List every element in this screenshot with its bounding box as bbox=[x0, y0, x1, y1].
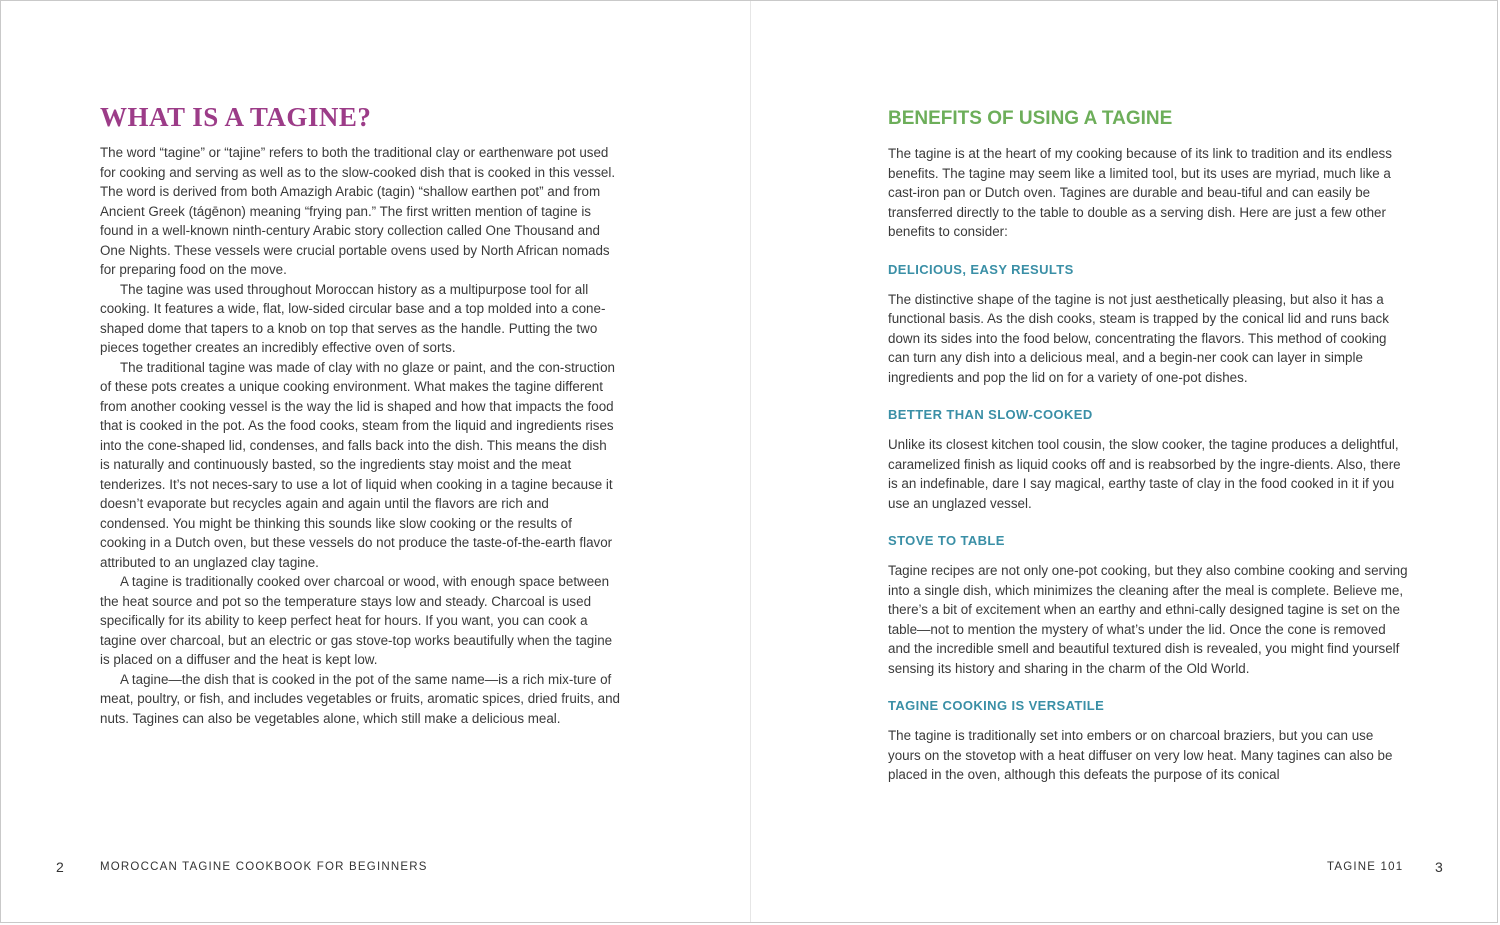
section-paragraph: Tagine recipes are not only one-pot cooking, but they also combine cooking and serving into a single dish, which minimizes the cleaning after the meal is complete. Believe me, there’s a bit of excitement when an earthy and ethni-cally designed tagine is set on the table—not to mention the mystery of what’s under the lid. Once the cone is removed and the incredible smell and beautiful textured dish is revealed, you might find yourself sensing its history and sharing in the charm of the Old World. bbox=[888, 563, 1408, 676]
section-paragraph: Unlike its closest kitchen tool cousin, the slow cooker, the tagine produces a delightful, caramelized finish as liquid cooks off and is reabsorbed by the ingre-dients. Also, there is an indefinable, dare I say magical, earthy taste of clay in the food cooked in it if you use an unglazed vessel. bbox=[888, 437, 1401, 511]
paragraph: A tagine is traditionally cooked over charcoal or wood, with enough space between the heat source and pot so the temperature stays low and steady. Charcoal is used specifically for its ability to keep perfect heat for hours. If you want, you can cook a tagine over charcoal, but an electric or gas stove-top works beautifully when the tagine is placed on a diffuser and the heat is kept low. bbox=[100, 574, 613, 667]
section-heading: TAGINE COOKING IS VERSATILE bbox=[888, 698, 1105, 713]
paragraph: The traditional tagine was made of clay with no glaze or paint, and the con-struction of these pots creates a unique cooking environment. What makes the tagine different from another cooking vessel is the way the lid is shaped and how that impacts the food that is cooked in the pot. As the food cooks, steam from the liquid and ingredients rises into the cone-shaped lid, condenses, and falls back into the dish. This means the dish is naturally and continuously basted, so the ingredients stay moist and the meat tenderizes. It’s not neces-sary to use a lot of liquid when cooking in a tagine because it doesn’t evaporate but recycles again and again until the flavors are rich and condensed. You might be thinking this sounds like slow cooking or the results of cooking in a Dutch oven, but these vessels do not produce the taste-of-the-earth flavor attributed to an unglazed clay tagine. bbox=[100, 359, 615, 570]
section-heading: BETTER THAN SLOW-COOKED bbox=[888, 407, 1093, 422]
left-running-footer: MOROCCAN TAGINE COOKBOOK FOR BEGINNERS bbox=[100, 861, 428, 873]
section-heading: STOVE TO TABLE bbox=[888, 533, 1005, 548]
left-page-body bbox=[100, 143, 620, 728]
right-page-number: 3 bbox=[1435, 859, 1443, 875]
left-page-number: 2 bbox=[56, 859, 64, 875]
right-running-footer: TAGINE 101 bbox=[1327, 861, 1404, 873]
paragraph: The word “tagine” or “tajine” refers to both the traditional clay or earthenware pot used for cooking and serving as well as to the slow-cooked dish that is cooked in this vessel. The word is derived from both Amazigh Arabic (tagin) “shallow earthen pot” and from Ancient Greek (tágēnon) meaning “frying pan.” The first written mention of tagine is found in a well-known ninth-century Arabic story collection called One Thousand and One Nights. These vessels were crucial portable ovens used by North African nomads for preparing food on the move. bbox=[100, 145, 616, 277]
paragraph: A tagine—the dish that is cooked in the pot of the same name—is a rich mix-ture of meat, poultry, or fish, and includes vegetables or fruits, aromatic spices, dried fruits, and nuts. Tagines can also be vegetables alone, which still make a delicious meal. bbox=[100, 671, 620, 726]
section-paragraph: The tagine is traditionally set into embers or on charcoal braziers, but you can use yours on the stovetop with a heat diffuser on very low heat. Many tagines can also be placed in the oven, although this defeats the purpose of its conical bbox=[888, 728, 1393, 782]
left-page-title: WHAT IS A TAGINE? bbox=[100, 102, 372, 132]
section-heading: DELICIOUS, EASY RESULTS bbox=[888, 261, 1074, 277]
section-paragraph: The distinctive shape of the tagine is not just aesthetically pleasing, but also it has a functional basis. As the dish cooks, steam is trapped by the conical lid and runs back down its sides into the food below, concentrating the flavors. This method of cooking can turn any dish into a delicious meal, and a begin-ner cook can layer in simple ingredients and pop the lid on for a variety of one-pot dishes. bbox=[888, 291, 1389, 385]
intro-paragraph: The tagine is at the heart of my cooking because of its link to tradition and its endless benefits. The tagine may seem like a limited tool, but its uses are myriad, much like a cast-iron pan or Dutch oven. Tagines are durable and beau-tiful and can easily be transferred directly to the table to double as a serving dish. Here are just a few other benefits to consider: bbox=[888, 146, 1392, 239]
right-page-column bbox=[888, 107, 1408, 785]
page-gutter bbox=[750, 1, 751, 922]
right-page-title: BENEFITS OF USING A TAGINE bbox=[888, 108, 1173, 129]
right-page-body bbox=[888, 144, 1408, 785]
paragraph: The tagine was used throughout Moroccan history as a multipurpose tool for all cooking. It features a wide, flat, low-sided circular base and a top molded into a cone-shaped dome that tapers to a knob on top that serves as the handle. Putting the two pieces together creates an incredibly effective oven of sorts. bbox=[100, 281, 606, 355]
left-page-column bbox=[100, 101, 620, 728]
